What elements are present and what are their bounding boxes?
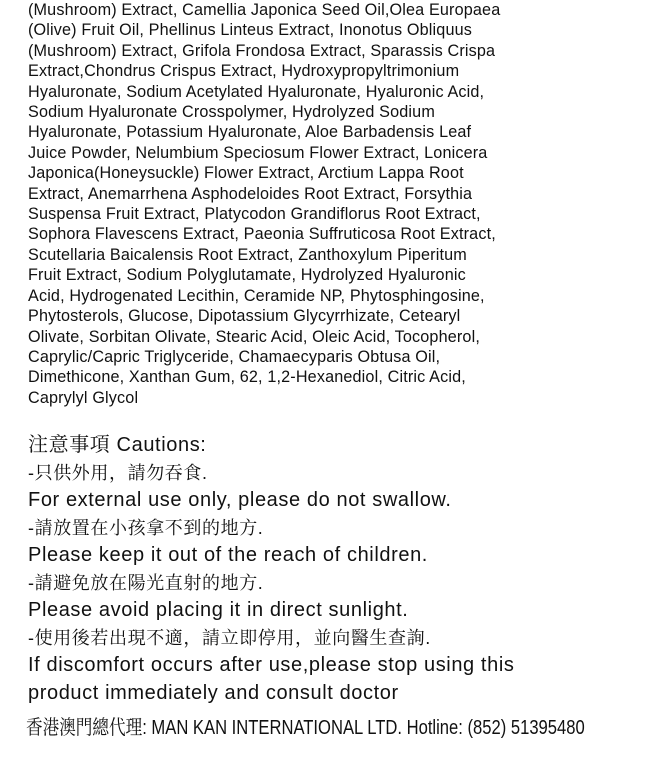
ingredients-line: (Mushroom) Extract, Camellia Japonica Seed Oil,Olea Europaea: [28, 1, 501, 19]
ingredients-line: Hyaluronate, Sodium Acetylated Hyaluronate, Hyaluronic Acid,: [28, 82, 485, 101]
caution-sunlight-zh: -請避免放在陽光直射的地方.: [28, 572, 264, 593]
caution-discomfort-zh: -使用後若出現不適，請立即停用，並向醫生查詢.: [28, 627, 431, 648]
ingredients-list: [28, 0, 628, 408]
ingredients-line: (Mushroom) Extract, Grifola Frondosa Extract, Sparassis Crispa: [28, 41, 496, 60]
caution-children-zh: -請放置在小孩拿不到的地方.: [28, 517, 264, 538]
ingredients-line: Scutellaria Baicalensis Root Extract, Zanthoxylum Piperitum: [28, 245, 467, 264]
ingredients-line: Dimethicone, Xanthan Gum, 62, 1,2-Hexanediol, Citric Acid,: [28, 368, 466, 387]
caution-discomfort-en: If discomfort occurs after use,please stop using this: [28, 654, 515, 676]
caution-children-en: Please keep it out of the reach of children.: [28, 544, 428, 566]
caution-external-use-en: For external use only, please do not swallow.: [28, 489, 452, 511]
ingredients-line: Fruit Extract, Sodium Polyglutamate, Hydrolyzed Hyaluronic: [28, 266, 466, 285]
cautions-heading: 注意事項 Cautions:: [28, 434, 207, 456]
ingredients-line: Acid, Hydrogenated Lecithin, Ceramide NP, Phytosphingosine,: [28, 286, 485, 305]
ingredients-line: Sophora Flavescens Extract, Paeonia Suffruticosa Root Extract,: [28, 225, 496, 244]
ingredients-line: (Olive) Fruit Oil, Phellinus Linteus Extract, Inonotus Obliquus: [28, 21, 472, 40]
ingredients-line: Phytosterols, Glucose, Dipotassium Glycyrrhizate, Cetearyl: [28, 307, 461, 326]
ingredients-line: Sodium Hyaluronate Crosspolymer, Hydrolyzed Sodium: [28, 103, 435, 122]
ingredients-line: Caprylyl Glycol: [28, 388, 139, 407]
ingredients-line: Extract, Anemarrhena Asphodeloides Root Extract, Forsythia: [28, 184, 473, 203]
ingredients-line: Olivate, Sorbitan Olivate, Stearic Acid, Oleic Acid, Tocopherol,: [28, 327, 480, 346]
ingredients-line: Japonica(Honeysuckle) Flower Extract, Arctium Lappa Root: [28, 164, 464, 183]
ingredients-line: Juice Powder, Nelumbium Speciosum Flower Extract, Lonicera: [28, 143, 488, 162]
caution-discomfort-en-continued: product immediately and consult doctor: [28, 681, 399, 704]
caution-sunlight-en: Please avoid placing it in direct sunlight.: [28, 599, 409, 621]
ingredients-line: Extract,Chondrus Crispus Extract, Hydroxypropyltrimonium: [28, 62, 460, 81]
caution-external-use-zh: -只供外用，請勿吞食.: [28, 462, 208, 483]
ingredients-line: Suspensa Fruit Extract, Platycodon Grandiflorus Root Extract,: [28, 205, 481, 224]
ingredients-line: Hyaluronate, Potassium Hyaluronate, Aloe Barbadensis Leaf: [28, 123, 472, 142]
ingredients-line: Caprylic/Capric Triglyceride, Chamaecyparis Obtusa Oil,: [28, 347, 441, 366]
distributor-footer: 香港澳門總代理: MAN KAN INTERNATIONAL LTD. Hotline: (852) 51395480: [26, 717, 585, 739]
cautions-section: [28, 432, 638, 707]
